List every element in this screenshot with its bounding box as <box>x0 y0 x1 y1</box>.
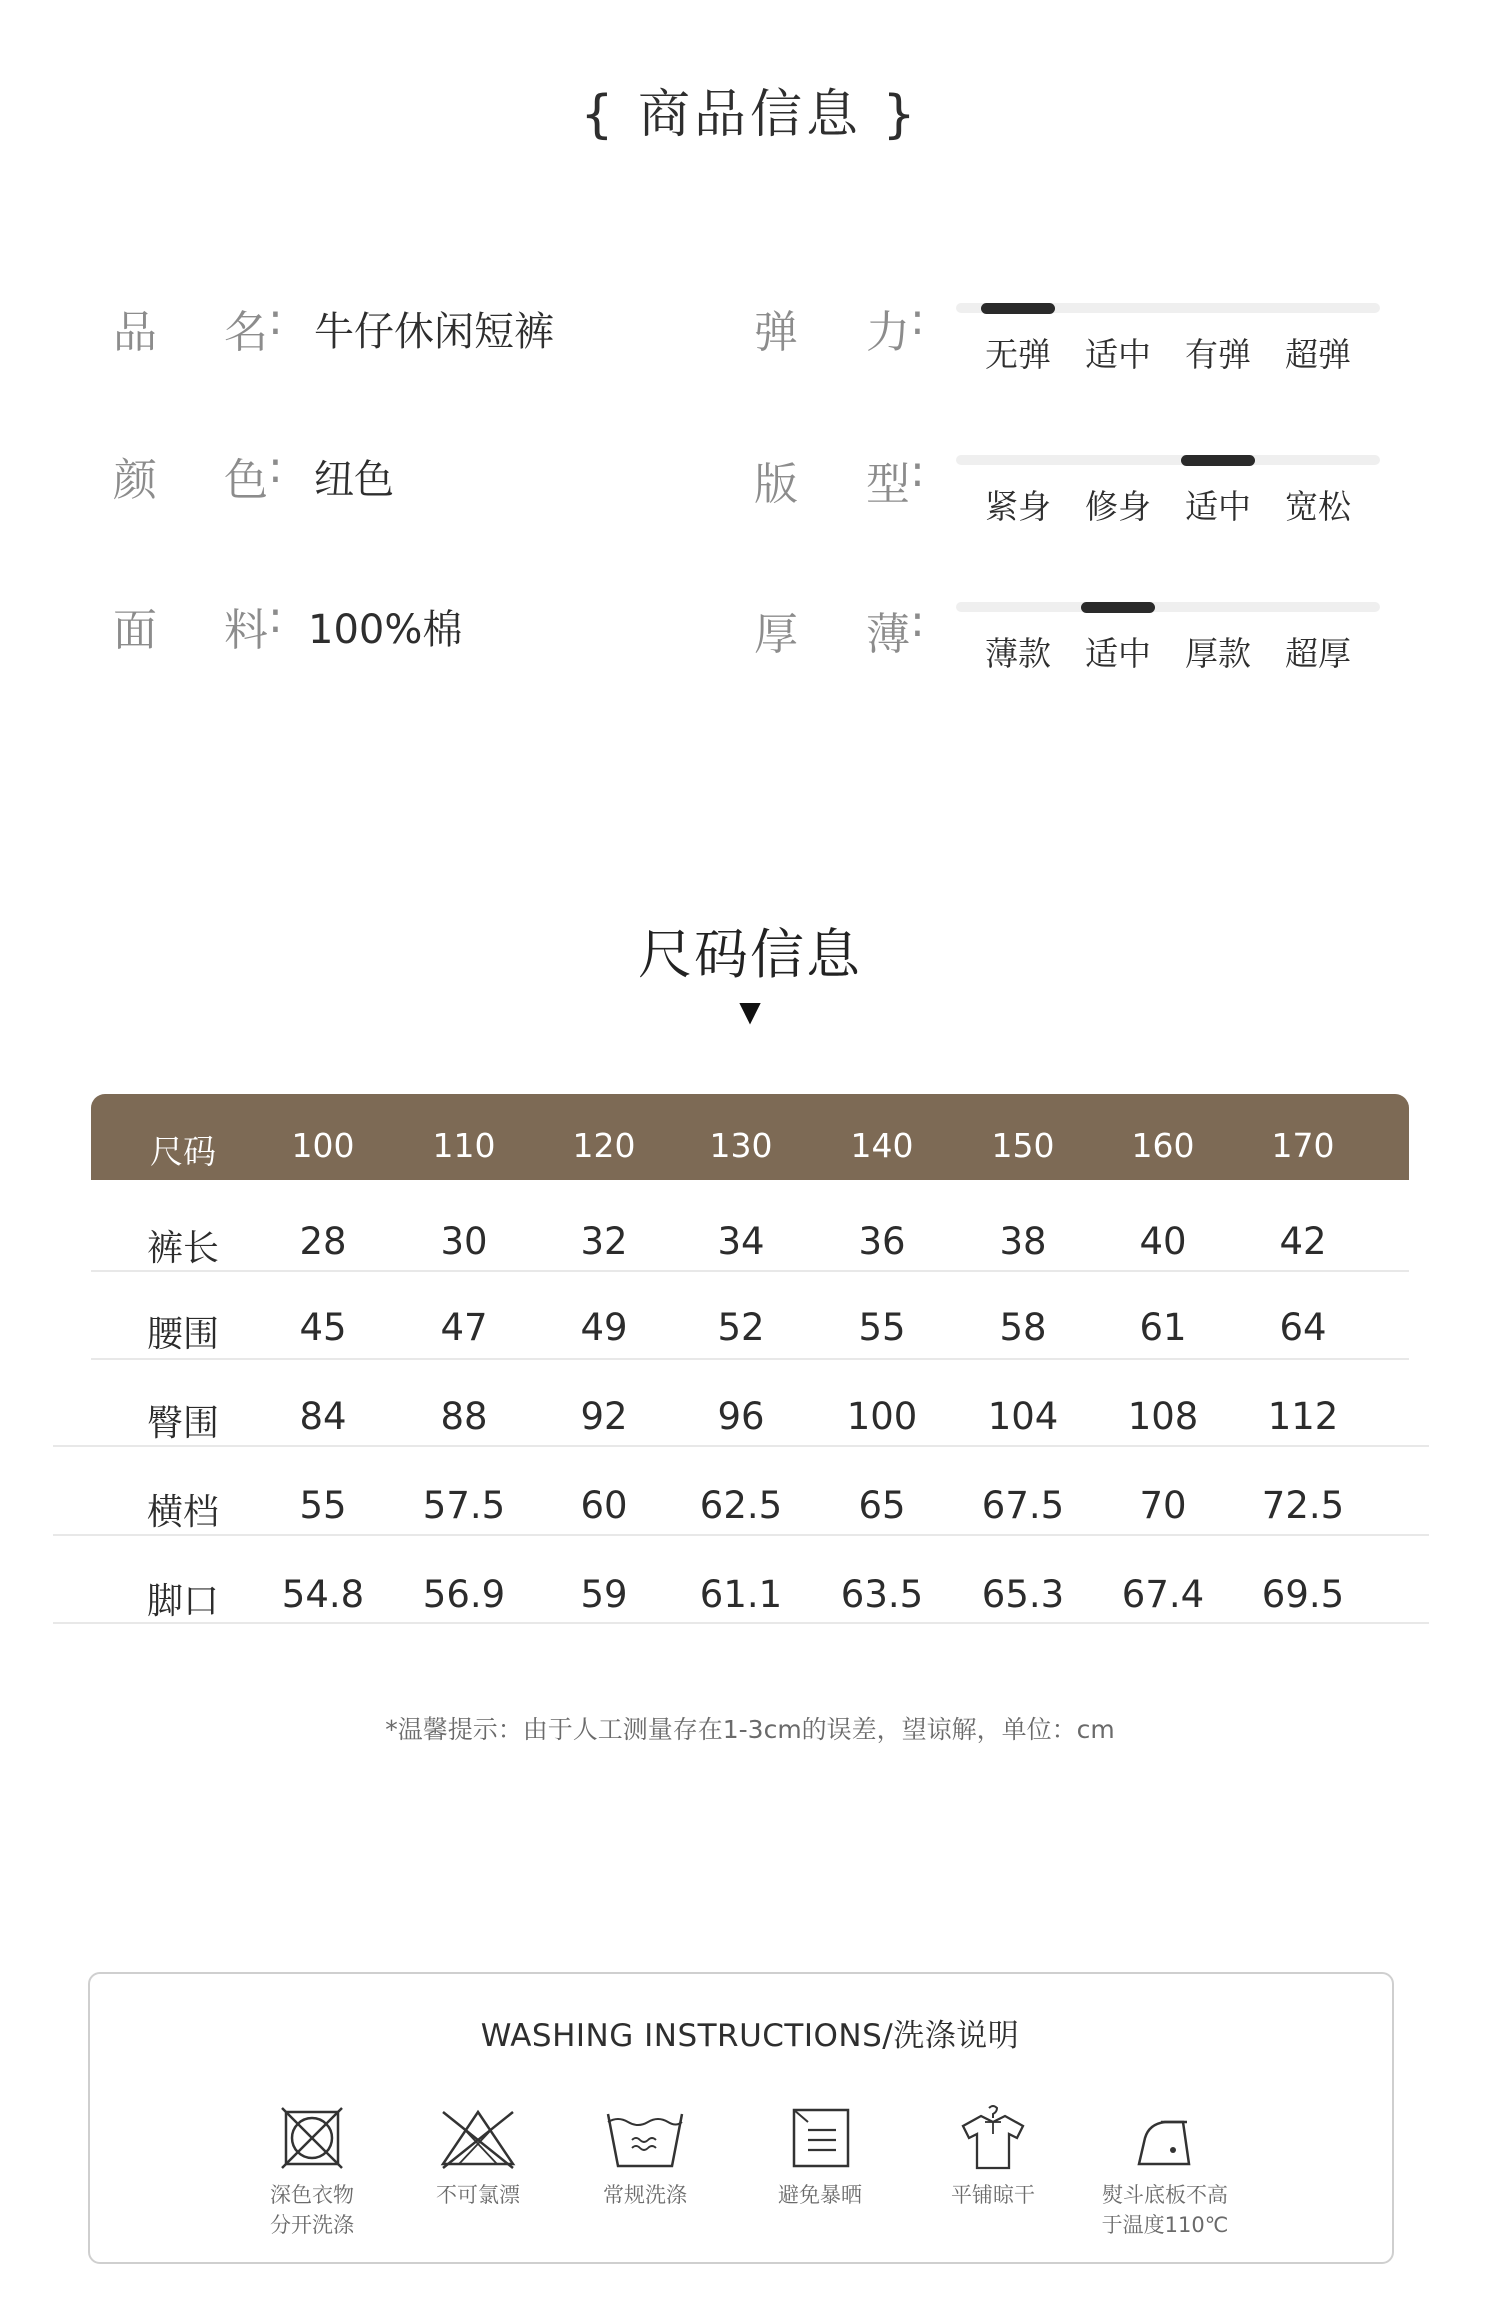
wash-caption-line: 熨斗底板不高 <box>1102 2183 1228 2207</box>
no-tumble-dry-icon <box>276 2102 348 2174</box>
table-cell: 59 <box>580 1573 628 1616</box>
table-cell: 30 <box>440 1220 488 1263</box>
wash-caption-line: 于温度110℃ <box>1101 2213 1229 2237</box>
size-header-cell: 170 <box>1271 1126 1335 1165</box>
row-divider <box>91 1270 1409 1272</box>
table-cell: 100 <box>846 1395 918 1438</box>
wash-item <box>740 2102 900 2210</box>
down-arrow-icon: ▼ <box>739 995 761 1028</box>
color-value: 纽色 <box>314 457 394 503</box>
table-cell: 45 <box>299 1306 347 1349</box>
thickness-colon: : <box>910 596 925 647</box>
no-bleach-icon <box>435 2102 521 2174</box>
table-cell: 52 <box>717 1306 765 1349</box>
table-cell: 42 <box>1279 1220 1327 1263</box>
wash-caption-line: 常规洗涤 <box>603 2183 687 2207</box>
table-cell: 70 <box>1139 1484 1187 1527</box>
thickness-label-a: 厚 <box>754 609 798 660</box>
wash-caption-line: 平铺晾干 <box>951 2183 1035 2207</box>
table-cell: 96 <box>717 1395 765 1438</box>
flat-dry-icon <box>953 2102 1033 2174</box>
table-cell: 57.5 <box>422 1484 506 1527</box>
table-cell: 84 <box>299 1395 347 1438</box>
wash-caption-line: 不可氯漂 <box>436 2183 520 2207</box>
fit-label-b: 型 <box>866 459 910 510</box>
size-header-cell: 110 <box>432 1126 496 1165</box>
washing-title: WASHING INSTRUCTIONS/洗涤说明 <box>480 2018 1020 2054</box>
thickness-option: 适中 <box>1085 634 1151 673</box>
table-cell: 55 <box>858 1306 906 1349</box>
wash-item <box>398 2102 558 2210</box>
elasticity-label-a: 弹 <box>754 307 798 358</box>
product-name-label-b: 名 <box>224 307 268 358</box>
table-cell: 67.4 <box>1121 1573 1205 1616</box>
wash-item <box>913 2102 1073 2210</box>
row-label: 腰围 <box>146 1314 219 1355</box>
size-info-title: 尺码信息 <box>638 923 862 986</box>
wash-caption <box>398 2180 558 2210</box>
table-cell: 58 <box>999 1306 1047 1349</box>
elasticity-option: 无弹 <box>985 335 1051 374</box>
row-label: 裤长 <box>146 1228 219 1269</box>
wash-item <box>1075 2102 1255 2240</box>
fit-option: 宽松 <box>1285 487 1351 526</box>
wash-item <box>565 2102 725 2210</box>
fit-colon: : <box>910 446 925 497</box>
table-cell: 32 <box>580 1220 628 1263</box>
table-cell: 38 <box>999 1220 1047 1263</box>
size-header-cell: 150 <box>991 1126 1055 1165</box>
table-cell: 62.5 <box>699 1484 783 1527</box>
table-cell: 61 <box>1139 1306 1187 1349</box>
table-cell: 28 <box>299 1220 347 1263</box>
fit-scale-marker <box>1181 455 1255 466</box>
thickness-option: 超厚 <box>1285 634 1351 673</box>
size-header-cell: 100 <box>291 1126 355 1165</box>
color-label-a: 颜 <box>113 455 157 506</box>
thickness-option: 厚款 <box>1185 634 1251 673</box>
wash-caption <box>1075 2180 1255 2240</box>
size-header-cell: 140 <box>850 1126 914 1165</box>
elasticity-option: 超弹 <box>1285 335 1351 374</box>
fit-option: 修身 <box>1085 487 1151 526</box>
elasticity-colon: : <box>910 294 925 345</box>
table-cell: 61.1 <box>699 1573 783 1616</box>
table-cell: 72.5 <box>1261 1484 1345 1527</box>
wash-caption <box>740 2180 900 2210</box>
fabric-label-b: 料 <box>224 605 268 656</box>
size-header-cell: 120 <box>572 1126 636 1165</box>
table-cell: 63.5 <box>840 1573 924 1616</box>
product-name-colon: : <box>268 294 283 345</box>
thickness-option: 薄款 <box>985 634 1051 673</box>
elasticity-scale-marker <box>981 303 1055 314</box>
elasticity-label-b: 力 <box>866 307 910 358</box>
thickness-scale-marker <box>1081 602 1155 613</box>
table-cell: 92 <box>580 1395 628 1438</box>
table-cell: 65.3 <box>981 1573 1065 1616</box>
size-header-cell: 130 <box>709 1126 773 1165</box>
wash-caption-line: 避免暴晒 <box>778 2183 862 2207</box>
measurement-note: *温馨提示：由于人工测量存在1-3cm的误差，望谅解，单位：cm <box>385 1715 1115 1744</box>
table-cell: 64 <box>1279 1306 1327 1349</box>
wash-caption <box>232 2180 392 2240</box>
wash-caption <box>565 2180 725 2210</box>
row-divider <box>53 1622 1429 1624</box>
row-divider <box>91 1358 1409 1360</box>
fabric-colon: : <box>268 592 283 643</box>
table-cell: 67.5 <box>981 1484 1065 1527</box>
wash-caption <box>913 2180 1073 2210</box>
table-cell: 56.9 <box>422 1573 506 1616</box>
table-cell: 36 <box>858 1220 906 1263</box>
thickness-label-b: 薄 <box>866 609 910 660</box>
elasticity-option: 有弹 <box>1185 335 1251 374</box>
elasticity-option: 适中 <box>1085 335 1151 374</box>
product-name-label-a: 品 <box>113 307 157 358</box>
fit-scale-track <box>956 455 1380 465</box>
table-cell: 108 <box>1127 1395 1199 1438</box>
table-cell: 54.8 <box>281 1573 365 1616</box>
table-cell: 69.5 <box>1261 1573 1345 1616</box>
color-label-b: 色 <box>224 455 268 506</box>
machine-wash-icon <box>602 2102 688 2174</box>
table-cell: 34 <box>717 1220 765 1263</box>
table-cell: 104 <box>987 1395 1059 1438</box>
wash-caption-line: 分开洗涤 <box>270 2213 354 2237</box>
product-info-title: { 商品信息 } <box>580 85 920 145</box>
product-name-value: 牛仔休闲短裤 <box>314 309 554 355</box>
size-header-cell: 160 <box>1131 1126 1195 1165</box>
fit-label-a: 版 <box>754 459 798 510</box>
no-sun-dry-icon <box>784 2102 856 2174</box>
fabric-label-a: 面 <box>113 605 157 656</box>
row-divider <box>53 1534 1429 1536</box>
fabric-value: 100%棉 <box>308 607 463 653</box>
table-cell: 49 <box>580 1306 628 1349</box>
table-cell: 88 <box>440 1395 488 1438</box>
size-header-label: 尺码 <box>150 1132 216 1171</box>
fit-option: 紧身 <box>985 487 1051 526</box>
iron-icon <box>1125 2102 1205 2174</box>
row-divider <box>53 1445 1429 1447</box>
thickness-scale-track <box>956 602 1380 612</box>
wash-caption-line: 深色衣物 <box>270 2183 354 2207</box>
table-cell: 40 <box>1139 1220 1187 1263</box>
wash-item <box>232 2102 392 2240</box>
row-label: 臀围 <box>146 1403 219 1444</box>
table-cell: 60 <box>580 1484 628 1527</box>
table-cell: 47 <box>440 1306 488 1349</box>
row-label: 脚口 <box>146 1581 219 1622</box>
fit-option: 适中 <box>1185 487 1251 526</box>
table-cell: 112 <box>1267 1395 1339 1438</box>
color-colon: : <box>268 442 283 493</box>
table-cell: 65 <box>858 1484 906 1527</box>
table-cell: 55 <box>299 1484 347 1527</box>
row-label: 横档 <box>146 1492 219 1533</box>
